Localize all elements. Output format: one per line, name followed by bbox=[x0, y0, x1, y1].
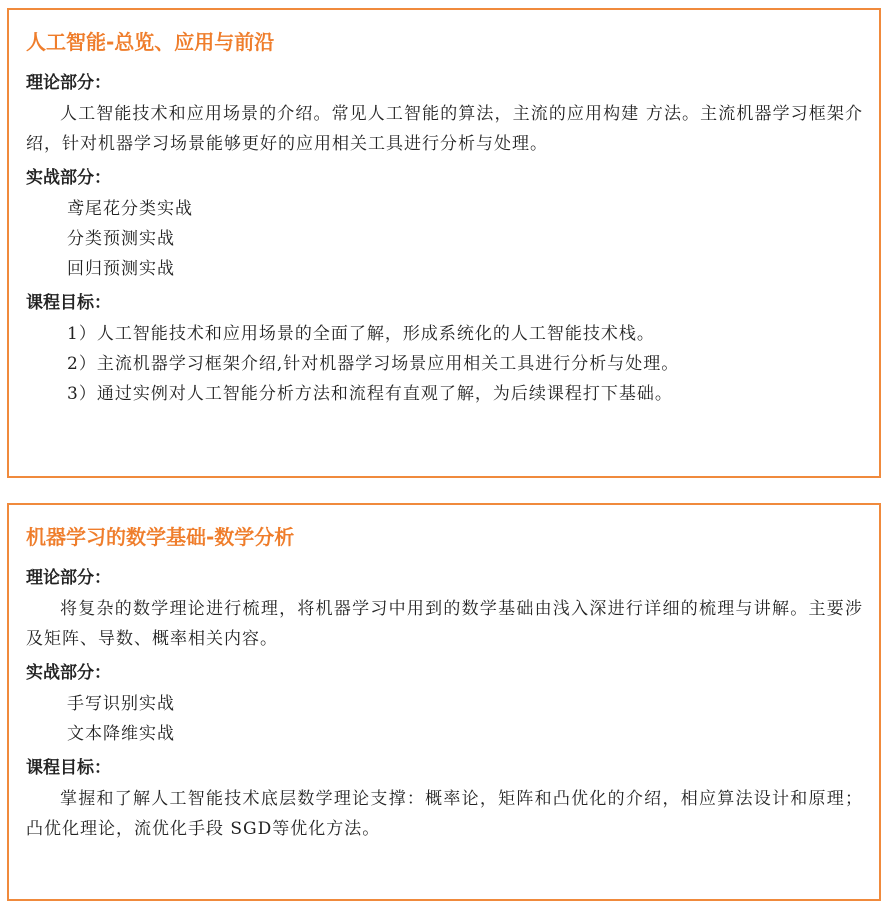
goal-item: 2）主流机器学习框架介绍,针对机器学习场景应用相关工具进行分析与处理。 bbox=[67, 354, 680, 374]
goal-item: 1）人工智能技术和应用场景的全面了解，形成系统化的人工智能技术栈。 bbox=[67, 324, 655, 344]
course-title: 机器学习的数学基础-数学分析 bbox=[26, 525, 295, 549]
goal-label: 课程目标： bbox=[26, 293, 111, 313]
course-card-ai-overview bbox=[7, 8, 881, 478]
goal-item: 3）通过实例对人工智能分析方法和流程有直观了解，为后续课程打下基础。 bbox=[67, 384, 673, 404]
practice-item: 鸢尾花分类实战 bbox=[67, 199, 193, 219]
goal-list bbox=[26, 319, 863, 409]
practice-label: 实战部分： bbox=[26, 168, 111, 188]
theory-label: 理论部分： bbox=[26, 73, 111, 93]
practice-item: 文本降维实战 bbox=[67, 724, 175, 744]
practice-item: 回归预测实战 bbox=[67, 259, 175, 279]
practice-list bbox=[26, 194, 863, 284]
course-title: 人工智能-总览、应用与前沿 bbox=[26, 30, 275, 54]
theory-text: 人工智能技术和应用场景的介绍。常见人工智能的算法，主流的应用构建 方法。主流机器学习框架介绍，针对机器学习场景能够更好的应用相关工具进行分析与处理。 bbox=[26, 104, 863, 154]
practice-label: 实战部分： bbox=[26, 663, 111, 683]
theory-text: 将复杂的数学理论进行梳理，将机器学习中用到的数学基础由浅入深进行详细的梳理与讲解。主要涉及矩阵、导数、概率相关内容。 bbox=[26, 599, 863, 649]
theory-label: 理论部分： bbox=[26, 568, 111, 588]
goal-label: 课程目标： bbox=[26, 758, 111, 778]
course-card-math-foundations bbox=[7, 503, 881, 901]
practice-list bbox=[26, 689, 863, 749]
practice-item: 分类预测实战 bbox=[67, 229, 175, 249]
goal-text: 掌握和了解人工智能技术底层数学理论支撑：概率论，矩阵和凸优化的介绍，相应算法设计和原理；凸优化理论，流优化手段 SGD等优化方法。 bbox=[26, 789, 863, 839]
practice-item: 手写识别实战 bbox=[67, 694, 175, 714]
